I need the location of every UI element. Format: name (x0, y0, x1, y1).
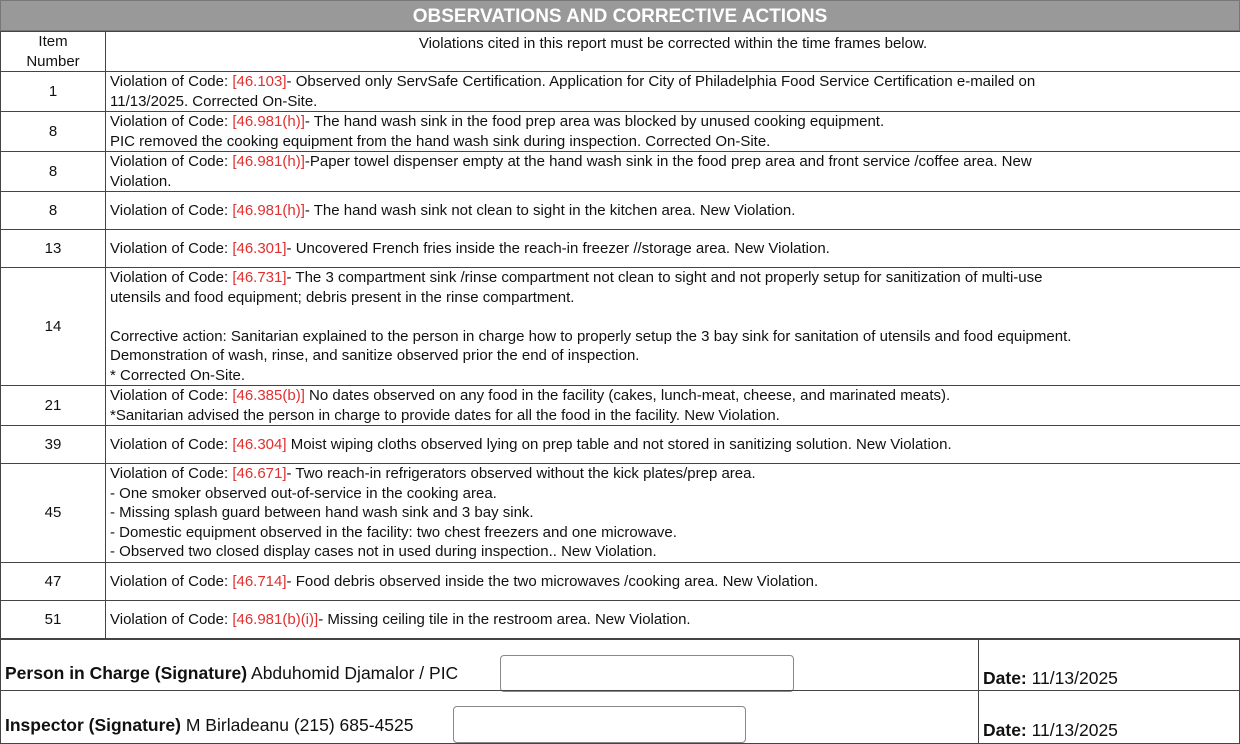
description-line: * Corrected On-Site. (110, 366, 246, 384)
description-line: PIC removed the cooking equipment from the hand wash sink during inspection. Corrected On-Site. (110, 132, 771, 150)
code-reference: [46.103] (232, 73, 287, 90)
violation-prefix: Violation of Code: (110, 201, 233, 219)
violation-description (106, 464, 1240, 563)
violation-row (1, 230, 1240, 268)
violation-text: - Observed only ServSafe Certification. Application for City of Philadelphia Food Service Certification e-mailed on (286, 73, 1036, 90)
pic-name: Abduhomid Djamalor / PIC (247, 663, 459, 683)
item-number: 21 (1, 386, 106, 426)
description-line: - Missing splash guard between hand wash sink and 3 bay sink. (110, 504, 534, 522)
violation-description (106, 230, 1240, 268)
item-number: 8 (1, 192, 106, 230)
description-line (110, 268, 1237, 288)
violation-description (106, 72, 1240, 112)
table-header-row (1, 32, 1240, 72)
code-reference: [46.671] (232, 465, 287, 483)
violation-description (106, 268, 1240, 386)
description-line (110, 152, 1237, 172)
description-line (110, 386, 1237, 406)
code-reference: [46.981(b)(i)] (232, 610, 319, 628)
violation-prefix: Violation of Code: (110, 269, 233, 286)
violation-prefix: Violation of Code: (110, 435, 233, 453)
item-number: 8 (1, 152, 106, 192)
inspector-signature-field[interactable] (453, 706, 746, 743)
violation-row (1, 386, 1240, 426)
code-reference: [46.301] (232, 239, 287, 257)
violation-prefix: Violation of Code: (110, 572, 233, 590)
inspector-label-group (5, 715, 414, 736)
description-line (110, 464, 1237, 484)
violation-description (106, 386, 1240, 426)
number-header-line: Number (26, 52, 80, 70)
description-line: Demonstration of wash, rinse, and sanitize observed prior the end of inspection. (110, 347, 640, 364)
inspector-row (0, 690, 1240, 744)
description-line (110, 72, 1237, 92)
description-line (110, 307, 1237, 327)
pic-signature-field[interactable] (500, 655, 794, 692)
item-number: 45 (1, 464, 106, 563)
description-line: - Domestic equipment observed in the facility: two chest freezers and one microwave. (110, 523, 677, 541)
item-number: 1 (1, 72, 106, 112)
description-line: - One smoker observed out-of-service in the cooking area. (110, 484, 497, 502)
violation-description (106, 152, 1240, 192)
violation-prefix: Violation of Code: (110, 387, 233, 404)
code-reference: [46.385(b)] (232, 387, 305, 404)
violation-prefix: Violation of Code: (110, 239, 233, 257)
violation-row (1, 464, 1240, 563)
violation-text: Moist wiping cloths observed lying on prep table and not stored in sanitizing solution. New Violation. (286, 435, 952, 453)
pic-label-group (5, 663, 458, 684)
inspector-date-value: 11/13/2025 (1026, 720, 1118, 740)
violation-text: - Two reach-in refrigerators observed without the kick plates/prep area. (286, 465, 756, 483)
violation-description (106, 112, 1240, 152)
violation-row (1, 601, 1240, 639)
violation-row (1, 152, 1240, 192)
inspector-signature-label: Inspector (Signature) (5, 715, 181, 735)
description-line (110, 112, 1237, 132)
violation-prefix: Violation of Code: (110, 610, 233, 628)
item-number: 39 (1, 426, 106, 464)
pic-signature-label: Person in Charge (Signature) (5, 663, 248, 683)
violation-row (1, 72, 1240, 112)
item-number: 47 (1, 563, 106, 601)
inspector-date-label: Date: (983, 720, 1027, 740)
violation-text: - Uncovered French fries inside the reach-in freezer //storage area. New Violation. (286, 239, 830, 257)
violation-row (1, 268, 1240, 386)
violation-description (106, 601, 1240, 639)
description-line: - Observed two closed display cases not in used during inspection.. New Violation. (110, 543, 657, 561)
item-header-line: Item (38, 33, 68, 50)
item-number: 14 (1, 268, 106, 386)
violation-row (1, 112, 1240, 152)
item-number-header (1, 32, 106, 72)
pic-date-cell (978, 640, 1240, 690)
pic-date-label: Date: (983, 668, 1027, 688)
code-reference: [46.304] (232, 435, 287, 453)
violation-description (106, 426, 1240, 464)
description-line: 11/13/2025. Corrected On-Site. (110, 92, 318, 110)
code-reference: [46.731] (232, 269, 287, 286)
item-number: 51 (1, 601, 106, 639)
item-number: 13 (1, 230, 106, 268)
observations-table (0, 31, 1240, 639)
violation-text: - Food debris observed inside the two microwaves /cooking area. New Violation. (286, 572, 819, 590)
code-reference: [46.981(h)] (232, 201, 305, 219)
violation-prefix: Violation of Code: (110, 113, 233, 130)
description-line: utensils and food equipment; debris present in the rinse compartment. (110, 288, 575, 306)
section-title: OBSERVATIONS AND CORRECTIVE ACTIONS (0, 0, 1240, 31)
violation-prefix: Violation of Code: (110, 465, 233, 483)
violation-description (106, 563, 1240, 601)
description-line (110, 239, 1237, 259)
violation-row (1, 192, 1240, 230)
violation-row (1, 426, 1240, 464)
person-in-charge-row (0, 639, 1240, 691)
violation-text: - Missing ceiling tile in the restroom area. New Violation. (318, 610, 691, 628)
description-line: Violation. (110, 172, 172, 190)
violation-prefix: Violation of Code: (110, 73, 233, 90)
violation-text: - The hand wash sink in the food prep area was blocked by unused cooking equipment. (304, 113, 885, 130)
description-line: *Sanitarian advised the person in charge to provide dates for all the food in the facility. New Violation. (110, 406, 780, 424)
violation-text: -Paper towel dispenser empty at the hand wash sink in the food prep area and front service /coffee area. New (304, 153, 1032, 170)
violation-row (1, 563, 1240, 601)
inspector-date-cell (978, 691, 1240, 743)
violations-note-header: Violations cited in this report must be corrected within the time frames below. (106, 32, 1240, 72)
description-line (110, 201, 1237, 221)
inspector-name: M Birladeanu (215) 685-4525 (181, 715, 414, 735)
violation-prefix: Violation of Code: (110, 153, 233, 170)
code-reference: [46.714] (232, 572, 287, 590)
description-line (110, 572, 1237, 592)
pic-date-value: 11/13/2025 (1026, 668, 1118, 688)
violation-text: - The hand wash sink not clean to sight in the kitchen area. New Violation. (304, 201, 796, 219)
violation-text: - The 3 compartment sink /rinse compartment not clean to sight and not properly setup for sanitization of multi-use (286, 269, 1043, 286)
code-reference: [46.981(h)] (232, 153, 305, 170)
code-reference: [46.981(h)] (232, 113, 305, 130)
description-line: Corrective action: Sanitarian explained to the person in charge how to properly setup the 3 bay sink for sanitation of utensils and food equipment. (110, 327, 1072, 345)
description-line (110, 435, 1237, 455)
description-line (110, 610, 1237, 630)
item-number: 8 (1, 112, 106, 152)
violation-description (106, 192, 1240, 230)
violation-text: No dates observed on any food in the facility (cakes, lunch-meat, cheese, and marinated meats). (304, 387, 951, 404)
